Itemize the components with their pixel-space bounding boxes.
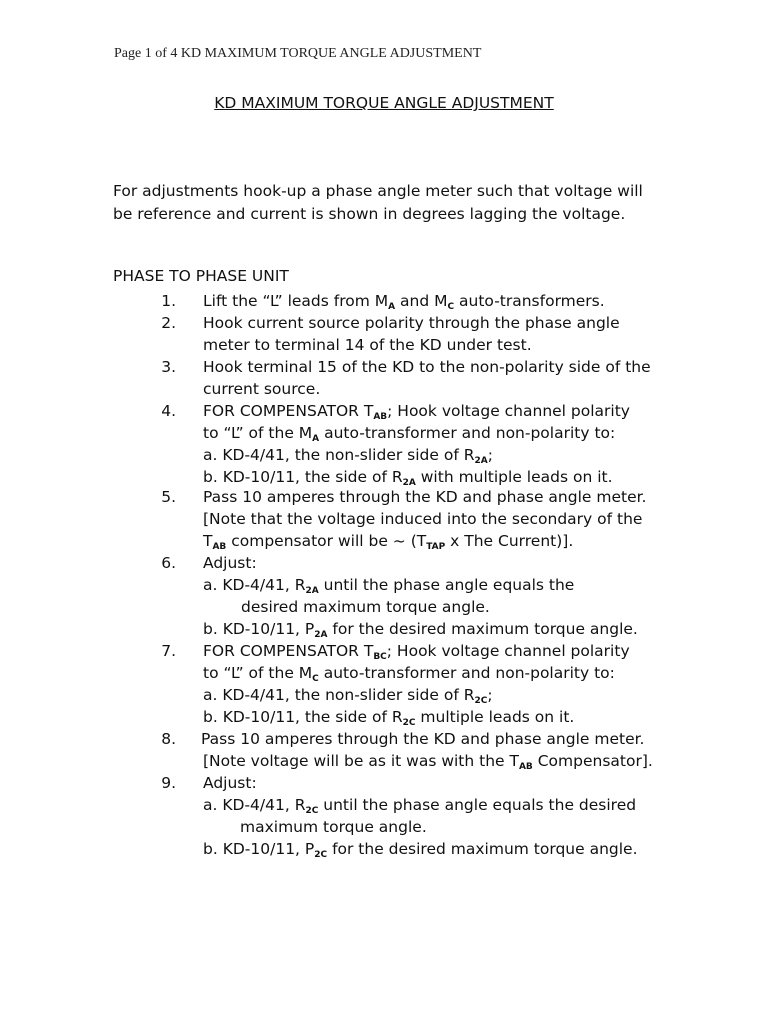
step-1-line: Lift the “L” leads from $M_A$ and $M_C$ auto-transformers. (203, 292, 605, 312)
step-number: 8. (161, 730, 176, 748)
step-6-subitem: a. KD-4/41, $R_{2A}$ until the phase angle equals the (203, 576, 575, 596)
step-number: 7. (161, 642, 176, 660)
intro-paragraph (113, 180, 713, 226)
step-number: 9. (161, 774, 176, 792)
step-number: 1. (161, 292, 176, 310)
step-5-line: [Note that the voltage induced into the secondary of the (203, 510, 643, 528)
step-9-subitem: a. KD-4/41, $R_{2C}$ until the phase angle equals the desired (203, 796, 637, 816)
step-7-subitem: a. KD-4/41, the non-slider side of $R_{2C}$; (203, 686, 493, 706)
step-5-line: $T_{AB}$ compensator will be ~ ($T_{TAP}$ x The Current)]. (203, 532, 574, 552)
intro-line: For adjustments hook-up a phase angle meter such that voltage will (113, 182, 643, 200)
step-4-line: to “L” of the $M_A$ auto-transformer and non-polarity to: (203, 424, 616, 444)
step-4-subitem: a. KD-4/41, the non-slider side of $R_{2A}$; (203, 446, 493, 466)
step-number: 2. (161, 314, 176, 332)
step-2-line: Hook current source polarity through the phase angle (203, 314, 620, 332)
step-4-line: FOR COMPENSATOR $T_{AB}$; Hook voltage channel polarity (203, 402, 630, 422)
step-9-subitem-cont: maximum torque angle. (240, 818, 427, 836)
section-heading: PHASE TO PHASE UNIT (113, 267, 289, 285)
step-8-line: Pass 10 amperes through the KD and phase angle meter. (201, 730, 645, 748)
step-9-line: Adjust: (203, 774, 257, 792)
step-3-line: current source. (203, 380, 321, 398)
step-7-line: FOR COMPENSATOR $T_{BC}$; Hook voltage channel polarity (203, 642, 630, 662)
step-7-line: to “L” of the $M_C$ auto-transformer and non-polarity to: (203, 664, 615, 684)
step-9-subitem: b. KD-10/11, $P_{2C}$ for the desired maximum torque angle. (203, 840, 638, 860)
step-7-subitem: b. KD-10/11, the side of $R_{2C}$ multiple leads on it. (203, 708, 575, 728)
page-title: KD MAXIMUM TORQUE ANGLE ADJUSTMENT (214, 94, 554, 112)
step-6-subitem-cont: desired maximum torque angle. (241, 598, 490, 616)
step-number: 5. (161, 488, 176, 506)
step-6-subitem: b. KD-10/11, $P_{2A}$ for the desired maximum torque angle. (203, 620, 638, 640)
step-number: 3. (161, 358, 176, 376)
step-number: 6. (161, 554, 176, 572)
step-5-line: Pass 10 amperes through the KD and phase angle meter. (203, 488, 647, 506)
intro-line: be reference and current is shown in degrees lagging the voltage. (113, 205, 626, 223)
step-number: 4. (161, 402, 176, 420)
step-4-subitem: b. KD-10/11, the side of $R_{2A}$ with multiple leads on it. (203, 468, 613, 488)
step-2-line: meter to terminal 14 of the KD under test. (203, 336, 532, 354)
page-header: Page 1 of 4 KD MAXIMUM TORQUE ANGLE ADJUSTMENT (114, 46, 482, 61)
step-3-line: Hook terminal 15 of the KD to the non-polarity side of the (203, 358, 651, 376)
step-8-line: [Note voltage will be as it was with the $T_{AB}$ Compensator]. (203, 752, 653, 772)
step-6-line: Adjust: (203, 554, 257, 572)
